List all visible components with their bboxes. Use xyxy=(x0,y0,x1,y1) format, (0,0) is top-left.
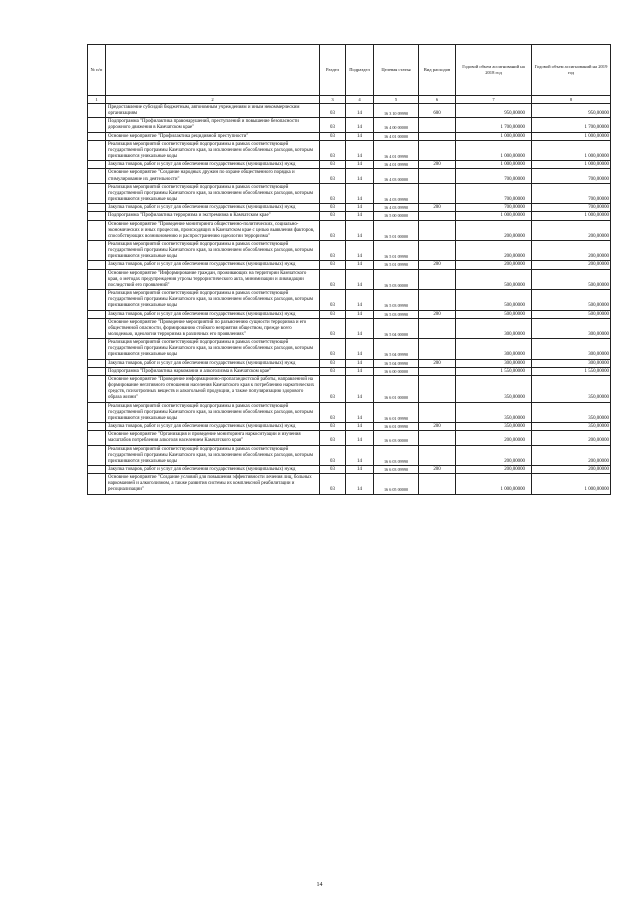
amount-2019: 200,00000 xyxy=(532,240,611,260)
section-code: 03 xyxy=(320,132,346,140)
header-row xyxy=(88,45,611,96)
col-header-name xyxy=(106,45,320,96)
section-code: 03 xyxy=(320,290,346,310)
item-description: Основное мероприятие "Профилактика рецидивной преступности" xyxy=(106,132,320,140)
section-code: 03 xyxy=(320,118,346,132)
row-number-cell xyxy=(88,359,106,367)
row-number-cell xyxy=(88,269,106,289)
amount-2018: 700,00000 xyxy=(456,183,532,203)
target-article-code: 16 5 04 09990 xyxy=(374,359,419,367)
expense-type-code xyxy=(419,169,456,183)
amount-2019: 700,00000 xyxy=(532,183,611,203)
table-row xyxy=(88,318,611,338)
subsection-code: 14 xyxy=(346,474,374,494)
amount-2018: 300,00000 xyxy=(456,359,532,367)
section-code: 03 xyxy=(320,474,346,494)
table-row xyxy=(88,402,611,422)
expense-type-code xyxy=(419,183,456,203)
row-number-cell xyxy=(88,318,106,338)
item-description: Основное мероприятие "Создание условий для повышения эффективности лечения лиц, больных наркоманией и алкоголизмом, а также развития системы их комплексной реабилитации и ресоциализации" xyxy=(106,474,320,494)
amount-2018: 350,00000 xyxy=(456,402,532,422)
table-row xyxy=(88,140,611,160)
item-description: Подпрограмма "Профилактика наркомании и алкоголизма в Камчатском крае" xyxy=(106,367,320,375)
amount-2019: 1 000,00000 xyxy=(532,212,611,220)
amount-2018: 200,00000 xyxy=(456,431,532,445)
amount-2019: 200,00000 xyxy=(532,445,611,465)
amount-2018: 200,00000 xyxy=(456,445,532,465)
item-description: Закупка товаров, работ и услуг для обеспечения государственных (муниципальных) нужд xyxy=(106,261,320,269)
col-number: 3 xyxy=(320,96,346,104)
amount-2018: 700,00000 xyxy=(456,169,532,183)
row-number-cell xyxy=(88,118,106,132)
item-description: Закупка товаров, работ и услуг для обеспечения государственных (муниципальных) нужд xyxy=(106,310,320,318)
section-code: 03 xyxy=(320,465,346,473)
section-code: 03 xyxy=(320,310,346,318)
row-number-cell xyxy=(88,169,106,183)
row-number-cell xyxy=(88,290,106,310)
row-number-cell xyxy=(88,183,106,203)
section-code: 03 xyxy=(320,339,346,359)
item-description: Реализация мероприятий соответствующей подпрограммы в рамках соответствующей государственной программы Камчатского края, за исключением обособленных расходов, которым присваиваются уникальные коды xyxy=(106,290,320,310)
amount-2019: 500,00000 xyxy=(532,290,611,310)
expense-type-code xyxy=(419,431,456,445)
table-row xyxy=(88,204,611,212)
table-row xyxy=(88,240,611,260)
item-description: Закупка товаров, работ и услуг для обеспечения государственных (муниципальных) нужд xyxy=(106,423,320,431)
section-code: 03 xyxy=(320,431,346,445)
target-article-code: 16 5 01 00000 xyxy=(374,220,419,240)
row-number-cell xyxy=(88,261,106,269)
expense-type-code: 200 xyxy=(419,161,456,169)
subsection-code: 14 xyxy=(346,140,374,160)
col-number: 1 xyxy=(88,96,106,104)
table-row xyxy=(88,290,611,310)
subsection-code: 14 xyxy=(346,118,374,132)
row-number-cell xyxy=(88,423,106,431)
expense-type-code xyxy=(419,212,456,220)
item-description: Основное мероприятие "Информирование граждан, проживающих на территории Камчатского края, о методах предупреждения угрозы террористического акта, минимизации и ликвидации последствий его проявлений" xyxy=(106,269,320,289)
subsection-code: 14 xyxy=(346,318,374,338)
row-number-cell xyxy=(88,445,106,465)
subsection-code: 14 xyxy=(346,183,374,203)
expense-type-code xyxy=(419,220,456,240)
amount-2018: 350,00000 xyxy=(456,375,532,402)
item-description: Основное мероприятие "Проведение мероприятий по разъяснению сущности терроризма и его общественной опасности, формированию стойкого неприятия обществом, прежде всего молодежью, идеологии терроризма в различных его проявлениях" xyxy=(106,318,320,338)
row-number-cell xyxy=(88,310,106,318)
row-number-cell xyxy=(88,431,106,445)
target-article-code: 16 3 10 09990 xyxy=(374,104,419,118)
amount-2018: 300,00000 xyxy=(456,318,532,338)
row-number-cell xyxy=(88,474,106,494)
expense-type-code: 200 xyxy=(419,261,456,269)
target-article-code: 16 5 00 00000 xyxy=(374,212,419,220)
row-number-cell xyxy=(88,212,106,220)
expense-type-code: 200 xyxy=(419,423,456,431)
section-code: 03 xyxy=(320,423,346,431)
target-article-code: 16 5 01 09990 xyxy=(374,240,419,260)
row-number-cell xyxy=(88,339,106,359)
target-article-code: 16 5 03 09990 xyxy=(374,310,419,318)
table-row xyxy=(88,359,611,367)
col-header-volume-2018: Годовой объем ассигнований на 2018 год xyxy=(456,45,532,96)
target-article-code: 16 5 04 09990 xyxy=(374,339,419,359)
subsection-code: 14 xyxy=(346,240,374,260)
col-header-subsection: Подраздел xyxy=(346,45,374,96)
amount-2018: 350,00000 xyxy=(456,423,532,431)
expense-type-code: 200 xyxy=(419,310,456,318)
expense-type-code xyxy=(419,118,456,132)
col-number: 6 xyxy=(419,96,456,104)
table-row xyxy=(88,474,611,494)
target-article-code: 16 4 01 00000 xyxy=(374,132,419,140)
item-description: Закупка товаров, работ и услуг для обеспечения государственных (муниципальных) нужд xyxy=(106,359,320,367)
col-header-expense-type: Вид расходов xyxy=(419,45,456,96)
target-article-code: 16 5 03 00000 xyxy=(374,269,419,289)
item-description: Реализация мероприятий соответствующей подпрограммы в рамках соответствующей государственной программы Камчатского края, за исключением обособленных расходов, которым присваиваются уникальные коды xyxy=(106,140,320,160)
target-article-code: 16 6 03 00000 xyxy=(374,431,419,445)
subsection-code: 14 xyxy=(346,132,374,140)
table-row xyxy=(88,465,611,473)
row-number-cell xyxy=(88,161,106,169)
expense-type-code xyxy=(419,375,456,402)
row-number-cell xyxy=(88,220,106,240)
row-number-cell xyxy=(88,367,106,375)
subsection-code: 14 xyxy=(346,290,374,310)
table-row xyxy=(88,220,611,240)
page-number: 14 xyxy=(316,882,323,888)
subsection-code: 14 xyxy=(346,104,374,118)
subsection-code: 14 xyxy=(346,359,374,367)
item-description: Подпрограмма "Профилактика правонарушений, преступлений и повышение безопасности дорожного движения в Камчатском крае" xyxy=(106,118,320,132)
amount-2018: 500,00000 xyxy=(456,269,532,289)
amount-2018: 1 000,00000 xyxy=(456,132,532,140)
target-article-code: 16 6 03 09990 xyxy=(374,465,419,473)
amount-2019: 700,00000 xyxy=(532,204,611,212)
table-row xyxy=(88,269,611,289)
target-article-code: 16 4 00 00000 xyxy=(374,118,419,132)
amount-2019: 1 000,00000 xyxy=(532,161,611,169)
row-number-cell xyxy=(88,132,106,140)
section-code: 03 xyxy=(320,204,346,212)
row-number-cell xyxy=(88,104,106,118)
amount-2019: 350,00000 xyxy=(532,375,611,402)
item-description: Реализация мероприятий соответствующей подпрограммы в рамках соответствующей государственной программы Камчатского края, за исключением обособленных расходов, которым присваиваются уникальные коды xyxy=(106,240,320,260)
amount-2019: 350,00000 xyxy=(532,423,611,431)
subsection-code: 14 xyxy=(346,212,374,220)
col-header-number: № п/п xyxy=(88,45,106,96)
section-code: 03 xyxy=(320,183,346,203)
subsection-code: 14 xyxy=(346,261,374,269)
amount-2018: 200,00000 xyxy=(456,261,532,269)
row-number-cell xyxy=(88,375,106,402)
col-header-section: Раздел xyxy=(320,45,346,96)
subsection-code: 14 xyxy=(346,431,374,445)
expense-type-code: 200 xyxy=(419,465,456,473)
section-code: 03 xyxy=(320,169,346,183)
amount-2018: 1 000,00000 xyxy=(456,212,532,220)
section-code: 03 xyxy=(320,261,346,269)
table-row xyxy=(88,367,611,375)
amount-2018: 200,00000 xyxy=(456,220,532,240)
item-description: Реализация мероприятий соответствующей подпрограммы в рамках соответствующей государственной программы Камчатского края, за исключением обособленных расходов, которым присваиваются уникальные коды xyxy=(106,339,320,359)
item-description: Подпрограмма "Профилактика терроризма и экстремизма в Камчатском крае" xyxy=(106,212,320,220)
table-row xyxy=(88,161,611,169)
amount-2019: 300,00000 xyxy=(532,318,611,338)
col-number: 4 xyxy=(346,96,374,104)
target-article-code: 16 4 01 09990 xyxy=(374,140,419,160)
target-article-code: 16 4 01 09990 xyxy=(374,161,419,169)
table-body xyxy=(88,104,611,495)
subsection-code: 14 xyxy=(346,402,374,422)
subsection-code: 14 xyxy=(346,161,374,169)
amount-2018: 1 550,00000 xyxy=(456,367,532,375)
target-article-code: 16 5 04 00000 xyxy=(374,318,419,338)
amount-2019: 500,00000 xyxy=(532,269,611,289)
table-row xyxy=(88,132,611,140)
subsection-code: 14 xyxy=(346,220,374,240)
budget-allocation-table xyxy=(87,44,611,495)
subsection-code: 14 xyxy=(346,310,374,318)
section-code: 03 xyxy=(320,359,346,367)
subsection-code: 14 xyxy=(346,367,374,375)
amount-2018: 500,00000 xyxy=(456,310,532,318)
table-row xyxy=(88,118,611,132)
amount-2019: 200,00000 xyxy=(532,431,611,445)
amount-2019: 200,00000 xyxy=(532,220,611,240)
section-code: 03 xyxy=(320,269,346,289)
target-article-code: 16 6 01 09990 xyxy=(374,423,419,431)
row-number-cell xyxy=(88,140,106,160)
table-row xyxy=(88,104,611,118)
expense-type-code xyxy=(419,290,456,310)
section-code: 03 xyxy=(320,402,346,422)
amount-2019: 1 700,00000 xyxy=(532,118,611,132)
amount-2018: 300,00000 xyxy=(456,339,532,359)
table-row xyxy=(88,423,611,431)
item-description: Основное мероприятие "Создание народных дружин по охране общественного порядка и стимулирование их деятельности" xyxy=(106,169,320,183)
amount-2018: 200,00000 xyxy=(456,240,532,260)
target-article-code: 16 4 03 09990 xyxy=(374,204,419,212)
section-code: 03 xyxy=(320,212,346,220)
col-number: 5 xyxy=(374,96,419,104)
section-code: 03 xyxy=(320,445,346,465)
table-row xyxy=(88,339,611,359)
amount-2019: 700,00000 xyxy=(532,169,611,183)
amount-2018: 1 700,00000 xyxy=(456,118,532,132)
subsection-code: 14 xyxy=(346,445,374,465)
col-header-target-article: Целевая статья xyxy=(374,45,419,96)
subsection-code: 14 xyxy=(346,423,374,431)
target-article-code: 16 5 01 09990 xyxy=(374,261,419,269)
amount-2019: 1 000,00000 xyxy=(532,132,611,140)
table-row xyxy=(88,169,611,183)
expense-type-code xyxy=(419,367,456,375)
expense-type-code xyxy=(419,339,456,359)
table-row xyxy=(88,445,611,465)
item-description: Закупка товаров, работ и услуг для обеспечения государственных (муниципальных) нужд xyxy=(106,161,320,169)
col-number: 2 xyxy=(106,96,320,104)
target-article-code: 16 6 05 00000 xyxy=(374,474,419,494)
expense-type-code: 200 xyxy=(419,204,456,212)
amount-2019: 1 550,00000 xyxy=(532,367,611,375)
subsection-code: 14 xyxy=(346,465,374,473)
amount-2019: 300,00000 xyxy=(532,359,611,367)
section-code: 03 xyxy=(320,367,346,375)
table-row xyxy=(88,310,611,318)
amount-2019: 200,00000 xyxy=(532,261,611,269)
item-description: Основное мероприятие "Организация и проведение мониторинга наркоситуации и изучения масштабов потребления алкоголя населением Камчатского края" xyxy=(106,431,320,445)
table-row xyxy=(88,431,611,445)
table-row xyxy=(88,261,611,269)
section-code: 03 xyxy=(320,240,346,260)
amount-2018: 1 000,00000 xyxy=(456,474,532,494)
expense-type-code xyxy=(419,474,456,494)
table-row xyxy=(88,375,611,402)
target-article-code: 16 6 01 09990 xyxy=(374,402,419,422)
expense-type-code: 600 xyxy=(419,104,456,118)
amount-2018: 1 000,00000 xyxy=(456,161,532,169)
row-number-cell xyxy=(88,402,106,422)
subsection-code: 14 xyxy=(346,169,374,183)
target-article-code: 16 5 03 09990 xyxy=(374,290,419,310)
amount-2018: 500,00000 xyxy=(456,290,532,310)
expense-type-code xyxy=(419,445,456,465)
expense-type-code: 200 xyxy=(419,359,456,367)
amount-2019: 950,00000 xyxy=(532,104,611,118)
amount-2019: 350,00000 xyxy=(532,402,611,422)
subsection-code: 14 xyxy=(346,339,374,359)
item-description: Реализация мероприятий соответствующей подпрограммы в рамках соответствующей государственной программы Камчатского края, за исключением обособленных расходов, которым присваиваются уникальные коды xyxy=(106,183,320,203)
col-number: 7 xyxy=(456,96,532,104)
subsection-code: 14 xyxy=(346,375,374,402)
item-description: Реализация мероприятий соответствующей подпрограммы в рамках соответствующей государственной программы Камчатского края, за исключением обособленных расходов, которым присваиваются уникальные коды xyxy=(106,402,320,422)
budget-table-sheet xyxy=(87,44,610,495)
col-number: 8 xyxy=(532,96,611,104)
table-row xyxy=(88,183,611,203)
target-article-code: 16 4 03 09990 xyxy=(374,183,419,203)
amount-2019: 1 000,00000 xyxy=(532,140,611,160)
expense-type-code xyxy=(419,140,456,160)
amount-2019: 500,00000 xyxy=(532,310,611,318)
expense-type-code xyxy=(419,132,456,140)
amount-2019: 1 000,00000 xyxy=(532,474,611,494)
target-article-code: 16 6 00 00000 xyxy=(374,367,419,375)
expense-type-code xyxy=(419,269,456,289)
amount-2018: 200,00000 xyxy=(456,465,532,473)
row-number-cell xyxy=(88,204,106,212)
expense-type-code xyxy=(419,318,456,338)
item-description: Реализация мероприятий соответствующей подпрограммы в рамках соответствующей государственной программы Камчатского края, за исключением обособленных расходов, которым присваиваются уникальные коды xyxy=(106,445,320,465)
amount-2019: 200,00000 xyxy=(532,465,611,473)
amount-2018: 700,00000 xyxy=(456,204,532,212)
target-article-code: 16 6 03 09990 xyxy=(374,445,419,465)
target-article-code: 16 6 01 00000 xyxy=(374,375,419,402)
target-article-code: 16 4 03 00000 xyxy=(374,169,419,183)
amount-2019: 300,00000 xyxy=(532,339,611,359)
amount-2018: 950,00000 xyxy=(456,104,532,118)
row-number-cell xyxy=(88,465,106,473)
section-code: 03 xyxy=(320,318,346,338)
item-description: Закупка товаров, работ и услуг для обеспечения государственных (муниципальных) нужд xyxy=(106,465,320,473)
subsection-code: 14 xyxy=(346,269,374,289)
amount-2018: 1 000,00000 xyxy=(456,140,532,160)
section-code: 03 xyxy=(320,140,346,160)
table-row xyxy=(88,212,611,220)
column-number-row xyxy=(88,96,611,104)
section-code: 03 xyxy=(320,220,346,240)
section-code: 03 xyxy=(320,375,346,402)
col-header-volume-2019: Годовой объем ассигнований на 2019 год xyxy=(532,45,611,96)
section-code: 03 xyxy=(320,104,346,118)
subsection-code: 14 xyxy=(346,204,374,212)
expense-type-code xyxy=(419,402,456,422)
section-code: 03 xyxy=(320,161,346,169)
item-description: Основное мероприятие "Проведение информационно-пропагандистской работы, направленной на формирование негативного отношения населения Камчатского края к потреблению наркотических средств, психотропных веществ и алкогольной продукции, а также популяризацию здорового образа жизни" xyxy=(106,375,320,402)
item-description: Закупка товаров, работ и услуг для обеспечения государственных (муниципальных) нужд xyxy=(106,204,320,212)
item-description: Предоставление субсидий бюджетным, автономным учреждениям и иным некоммерческим организациям xyxy=(106,104,320,118)
expense-type-code xyxy=(419,240,456,260)
row-number-cell xyxy=(88,240,106,260)
item-description: Основное мероприятие "Проведение мониторинга общественно-политических, социально-экономических и иных процессов, происходящих в Камчатском крае с целью выявления факторов, способствующих возникновению и распространению идеологии терроризма" xyxy=(106,220,320,240)
